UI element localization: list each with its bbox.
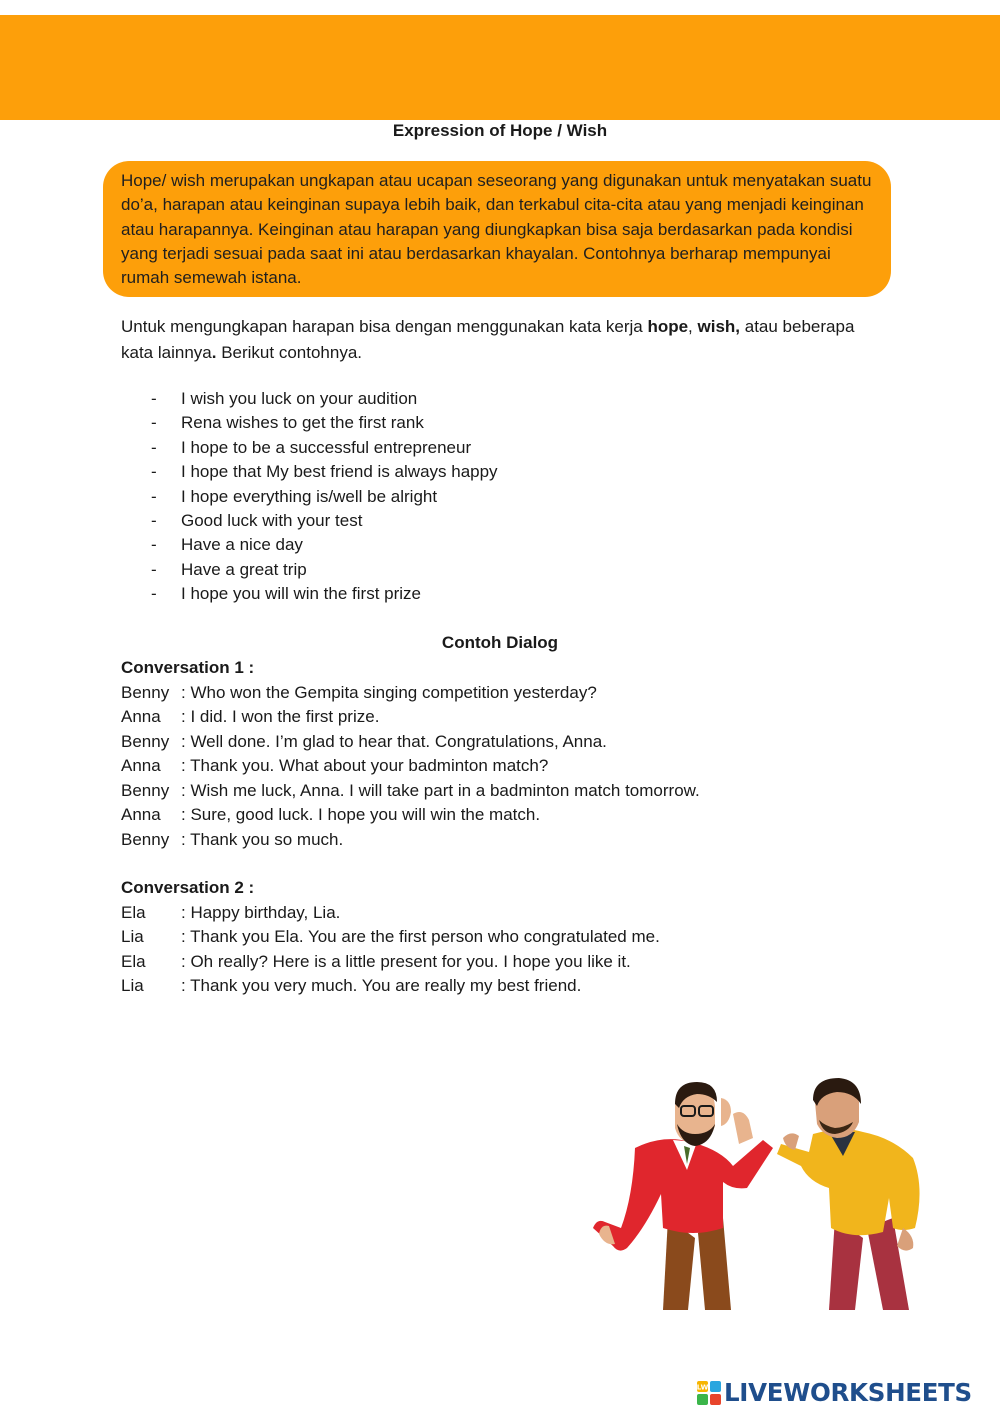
dialog-line	[121, 925, 881, 950]
intro-box	[103, 161, 891, 297]
man-red-sweater	[593, 1082, 773, 1310]
speaker-name: Benny	[121, 780, 170, 800]
speaker-name: Ela	[121, 951, 146, 971]
bullet-dash: -	[151, 535, 157, 555]
dialog-line	[121, 803, 881, 828]
example-list	[121, 387, 821, 607]
dialog-line	[121, 779, 881, 804]
liveworksheets-wordmark: LIVEWORKSHEETS	[724, 1378, 972, 1407]
dialog-text: : Thank you so much.	[181, 829, 344, 849]
bullet-dash: -	[151, 413, 157, 433]
two-men-whispering-illustration	[563, 1078, 948, 1310]
speaker-name: Anna	[121, 756, 161, 775]
bullet-dash: -	[151, 389, 157, 408]
speaker-name: Anna	[121, 707, 161, 726]
list-item	[121, 387, 821, 411]
example-text: I hope that My best friend is always happy	[181, 462, 498, 482]
dialog-line	[121, 901, 881, 926]
top-banner	[0, 15, 1000, 120]
dialog-line	[121, 681, 881, 706]
conversation-heading: Conversation 2 :	[121, 878, 255, 897]
bullet-dash: -	[151, 437, 157, 457]
keyword-hope: hope	[647, 317, 689, 336]
liveworksheets-logo-icon	[697, 1381, 721, 1405]
example-text: I wish you luck on your audition	[181, 389, 418, 408]
bullet-dash: -	[151, 486, 157, 506]
logo-mark-text: LW	[697, 1383, 709, 1392]
conversation-2	[121, 876, 881, 999]
speaker-name: Benny	[121, 682, 170, 702]
example-text: Good luck with your test	[181, 510, 363, 530]
dialog-text: : Happy birthday, Lia.	[181, 902, 341, 922]
conversation-1	[121, 656, 881, 852]
dialog-line	[121, 754, 881, 779]
list-item	[121, 411, 821, 435]
explanation-text-4: Berikut contohnya.	[216, 342, 362, 362]
list-item	[121, 485, 821, 509]
list-item	[121, 533, 821, 557]
bullet-dash: -	[151, 559, 157, 579]
keyword-wish: wish,	[697, 317, 741, 336]
speaker-name: Anna	[121, 805, 161, 824]
dialog-line	[121, 974, 881, 999]
example-text: I hope you will win the first prize	[181, 584, 421, 604]
speaker-name: Ela	[121, 902, 146, 922]
speaker-name: Benny	[121, 731, 170, 751]
dialog-text: : Well done. I’m glad to hear that. Congratulations, Anna.	[181, 731, 607, 751]
bullet-dash: -	[151, 462, 157, 482]
speaker-name: Lia	[121, 976, 144, 995]
dialog-text: : Sure, good luck. I hope you will win the match.	[181, 805, 541, 824]
example-text: Have a nice day	[181, 535, 303, 555]
dialog-text: : Oh really? Here is a little present for you. I hope you like it.	[181, 951, 631, 971]
intro-text: Hope/ wish merupakan ungkapan atau ucapan seseorang yang digunakan untuk menyatakan suatu do’a, harapan atau keinginan supaya lebih baik, dan terkabul cita-cita atau yang menjadi keinginan atau harapannya. Keinginan atau harapan yang diungkapkan bisa saja berdasarkan pada kondisi yang terjadi sesuai pada saat ini atau berdasarkan khayalan. Contohnya berharap mempunyai rumah semewah istana.	[121, 171, 872, 288]
liveworksheets-logo	[697, 1378, 997, 1408]
dialog-text: : Thank you. What about your badminton match?	[181, 756, 549, 775]
dialog-text: : Thank you Ela. You are the first person who congratulated me.	[181, 927, 660, 946]
example-text: I hope everything is/well be alright	[181, 486, 438, 506]
dialog-line	[121, 828, 881, 853]
bullet-dash: -	[151, 584, 157, 604]
dialog-line	[121, 705, 881, 730]
list-item	[121, 582, 821, 606]
dialog-title: Contoh Dialog	[441, 633, 559, 652]
dialog-text: : Who won the Gempita singing competition yesterday?	[181, 682, 597, 702]
speaker-name: Benny	[121, 829, 170, 849]
example-text: Have a great trip	[181, 559, 307, 579]
list-item	[121, 509, 821, 533]
dialog-text: : I did. I won the first prize.	[181, 707, 380, 726]
explanation-text-1: Untuk mengungkapan harapan bisa dengan menggunakan kata kerja	[121, 317, 648, 336]
page-title: Expression of Hope / Wish	[392, 121, 608, 140]
dialog-text: : Wish me luck, Anna. I will take part in a badminton match tomorrow.	[181, 780, 700, 800]
man-yellow-sweater	[777, 1078, 920, 1310]
example-text: I hope to be a successful entrepreneur	[181, 437, 472, 457]
explanation-text-3: atau beberapa kata lainnya	[121, 317, 855, 362]
dialog-text: : Thank you very much. You are really my best friend.	[181, 976, 582, 995]
dialog-line	[121, 950, 881, 975]
explanation-period: .	[211, 342, 217, 362]
list-item	[121, 460, 821, 484]
dialog-line	[121, 730, 881, 755]
conversation-heading: Conversation 1 :	[121, 658, 255, 677]
explanation-paragraph	[121, 314, 881, 365]
example-text: Rena wishes to get the first rank	[181, 413, 424, 433]
list-item	[121, 436, 821, 460]
bullet-dash: -	[151, 510, 157, 530]
speaker-name: Lia	[121, 927, 144, 946]
list-item	[121, 558, 821, 582]
explanation-text-2: ,	[688, 317, 698, 336]
